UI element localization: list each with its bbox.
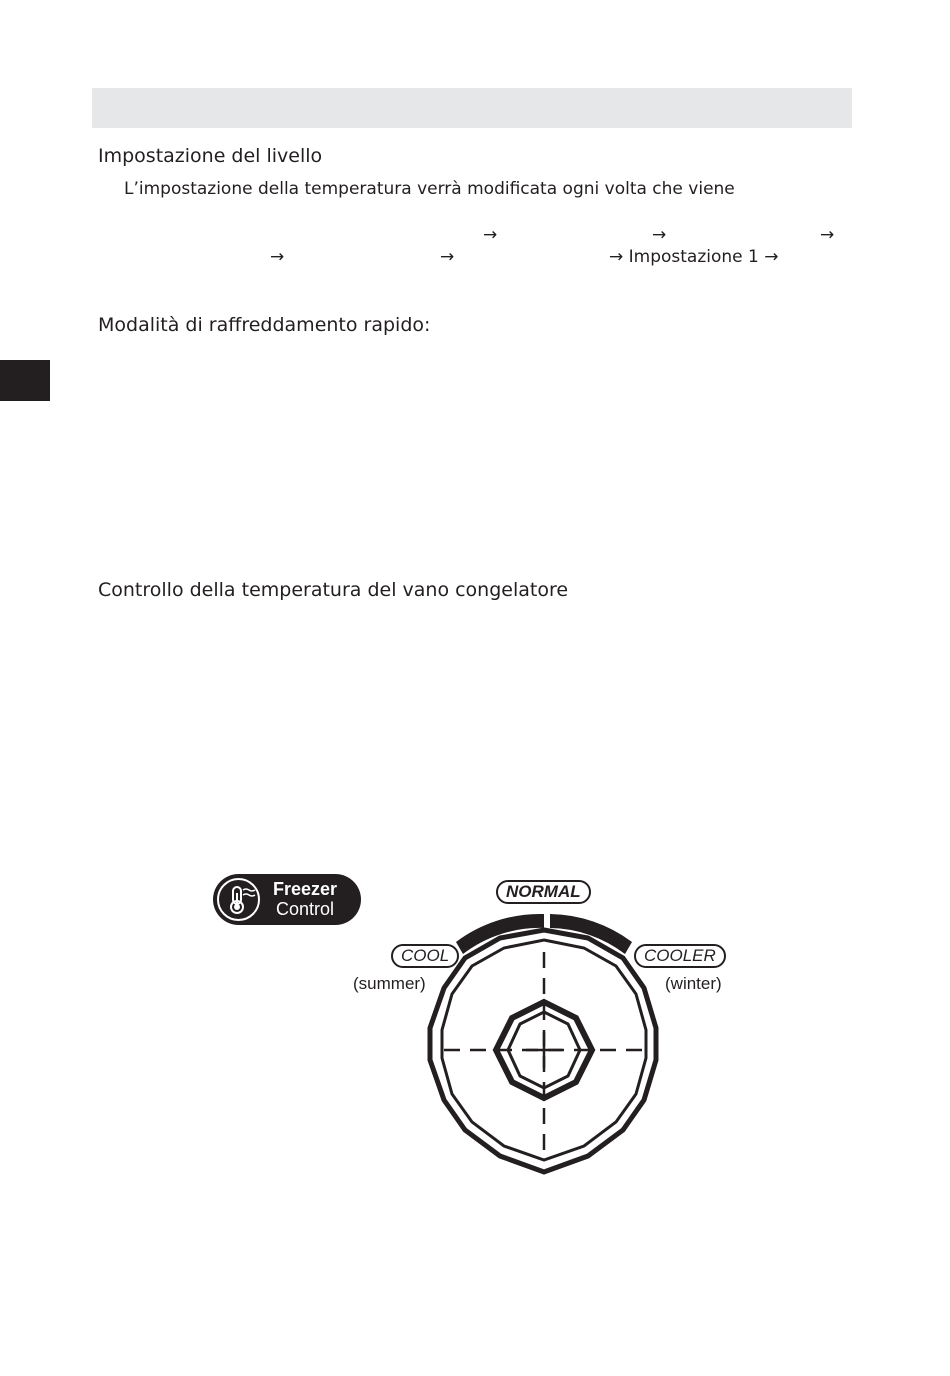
heading-level-setting: Impostazione del livello [98,145,323,167]
arrow-3: → [820,225,835,245]
label-summer: (summer) [353,974,426,993]
arrow-5: → [440,247,455,267]
arrow-1: → [483,225,498,245]
dial-knob-svg [340,860,750,1190]
label-winter: (winter) [665,974,722,993]
label-cool: COOL [391,944,459,968]
freezer-control-badge [213,874,361,925]
freezer-dial-diagram [340,860,750,1190]
sequence-setting-1: → Impostazione 1 → [609,247,779,267]
header-bar [92,88,852,128]
arrow-4: → [270,247,285,267]
badge-line2: Control [276,899,335,919]
arrow-2: → [652,225,667,245]
side-tab-marker [0,360,50,401]
thermometer-icon [217,878,260,921]
badge-line1: Freezer [273,879,338,899]
label-normal: NORMAL [496,880,591,904]
heading-freezer-control: Controllo della temperatura del vano congelatore [98,579,569,601]
heading-quick-cool: Modalità di raffreddamento rapido: [98,314,431,336]
label-cooler: COOLER [634,944,726,968]
level-setting-text: L’impostazione della temperatura verrà modificata ogni volta che viene [124,179,735,199]
badge-label [273,879,337,919]
